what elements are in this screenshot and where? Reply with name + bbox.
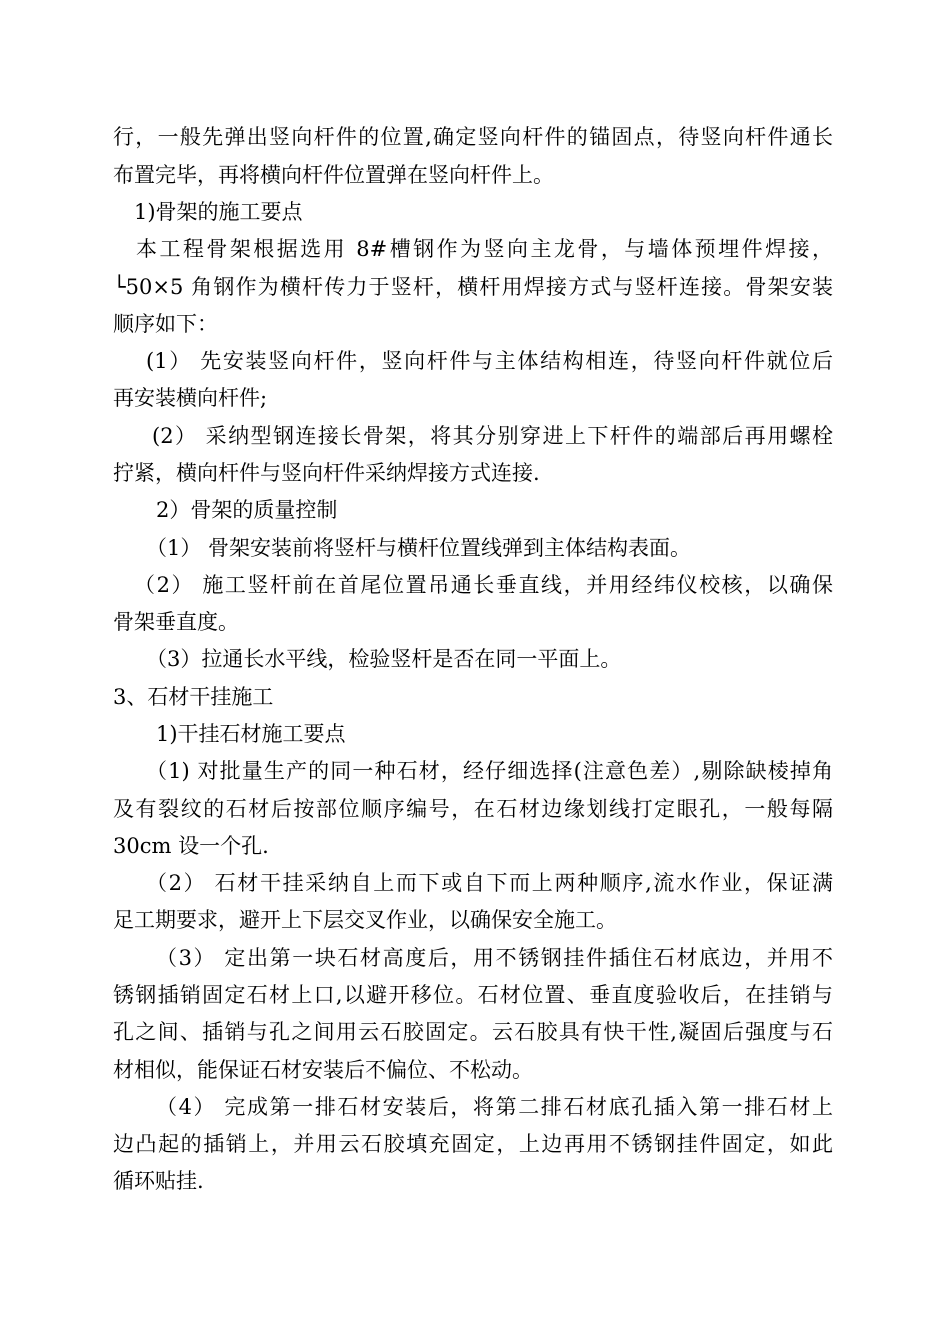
text-line: 本工程骨架根据选用 8#槽钢作为竖向主龙骨，与墙体预埋件焊接， [136,237,833,261]
text-line: 顺序如下： [113,312,218,336]
text-line: 行，一般先弹出竖向杆件的位置,确定竖向杆件的锚固点，待竖向杆件通长 [113,125,833,149]
text-line: 拧紧，横向杆件与竖向杆件采纳焊接方式连接. [113,461,540,485]
section-heading: 2）骨架的质量控制 [156,498,338,522]
section-heading: 1)骨架的施工要点 [134,200,303,224]
text-line: 及有裂纹的石材后按部位顺序编号，在石材边缘划线打定眼孔，一般每隔 [113,797,833,821]
list-item: （2） 石材干挂采纳自上而下或自下而上两种顺序,流水作业，保证满 [146,871,833,895]
text-line: 材相似，能保证石材安装后不偏位、不松动。 [113,1058,533,1082]
text-line: 循环贴挂. [113,1169,204,1193]
text-line: 布置完毕，再将横向杆件位置弹在竖向杆件上。 [113,163,554,187]
text-line: 骨架垂直度。 [113,610,239,634]
text-line: 边凸起的插销上，并用云石胶填充固定，上边再用不锈钢挂件固定，如此 [113,1132,833,1156]
list-item: (1） 先安装竖向杆件，竖向杆件与主体结构相连，待竖向杆件就位后 [146,349,833,373]
section-heading: 3、石材干挂施工 [113,685,274,709]
list-item: （4） 完成第一排石材安装后，将第二排石材底孔插入第一排石材上 [156,1095,833,1119]
text-line: 孔之间、插销与孔之间用云石胶固定。云石胶具有快干性,凝固后强度与石 [113,1020,833,1044]
list-item: (2） 采纳型钢连接长骨架，将其分别穿进上下杆件的端部后再用螺栓 [152,424,833,448]
list-item: （1） 骨架安装前将竖杆与横杆位置线弹到主体结构表面。 [146,536,692,560]
text-line: 30cm 设一个孔. [113,834,269,858]
section-heading: 1)干挂石材施工要点 [156,722,346,746]
text-line: 足工期要求，避开上下层交叉作业，以确保安全施工。 [113,908,617,932]
list-item: （3）拉通长水平线，检验竖杆是否在同一平面上。 [146,647,622,671]
list-item: （2） 施工竖杆前在首尾位置吊通长垂直线，并用经纬仪校核，以确保 [134,573,833,597]
list-item: （1) 对批量生产的同一种石材，经仔细选择(注意色差）,剔除缺棱掉角 [146,759,833,783]
list-item: （3） 定出第一块石材高度后，用不锈钢挂件插住石材底边，并用不 [156,946,833,970]
text-line: 再安装横向杆件; [113,386,268,410]
text-line: 锈钢插销固定石材上口,以避开移位。石材位置、垂直度验收后，在挂销与 [113,983,833,1007]
text-line: └50×5 角钢作为横杆传力于竖杆，横杆用焊接方式与竖杆连接。骨架安装 [113,275,833,299]
